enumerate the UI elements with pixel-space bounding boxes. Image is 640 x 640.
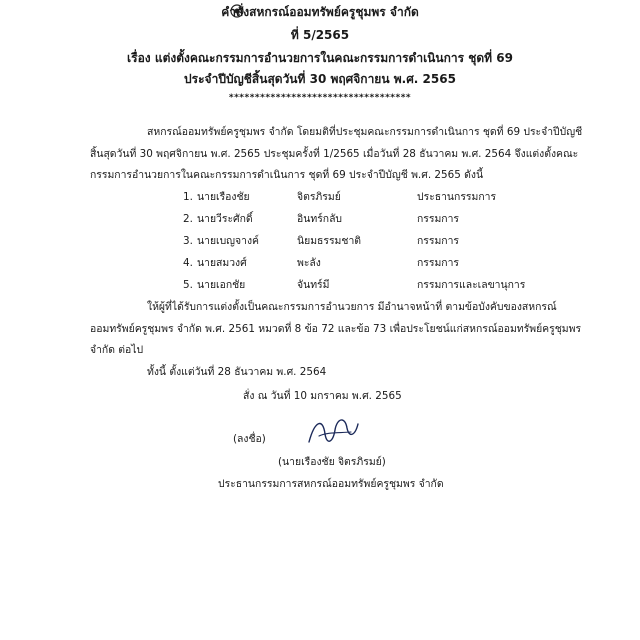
member-number: 5. (183, 279, 193, 291)
member-role: กรรมการและเลขานุการ (417, 279, 526, 291)
header-divider: *********************************** (228, 93, 412, 103)
subject-line-2: ประจำปีบัญชีสิ้นสุดวันที่ 30 พฤศจิกายน พ.ศ. 2565 (184, 72, 456, 86)
member-last-name: จันทร์มี (297, 279, 330, 291)
member-first-name: นายวีระศักดิ์ (197, 213, 253, 225)
signer-name: (นายเรืองชัย จิตรภิรมย์) (278, 456, 386, 468)
subject-line-1: เรื่อง แต่งตั้งคณะกรรมการอำนวยการในคณะกรรมการดำเนินการ ชุดที่ 69 (127, 51, 513, 65)
sign-label: (ลงชื่อ) (233, 433, 266, 445)
member-last-name: อินทร์กลับ (297, 213, 343, 225)
order-number: ที่ 5/2565 (290, 28, 350, 42)
member-last-name: จิตรภิรมย์ (297, 191, 341, 203)
member-role: กรรมการ (417, 213, 460, 225)
member-role: กรรมการ (417, 257, 460, 269)
member-first-name: นายเบญจางค์ (197, 235, 259, 247)
handwritten-signature (305, 412, 361, 450)
intro-line-1: สหกรณ์ออมทรัพย์ครูชุมพร จำกัด โดยมติที่ประชุมคณะกรรมการดำเนินการ ชุดที่ 69 ประจำปีบัญชี (147, 126, 583, 138)
effective-date: ทั้งนี้ ตั้งแต่วันที่ 28 ธันวาคม พ.ศ. 2564 (147, 366, 327, 378)
member-role: กรรมการ (417, 235, 460, 247)
intro-line-2: สิ้นสุดวันที่ 30 พฤศจิกายน พ.ศ. 2565 ประชุมครั้งที่ 1/2565 เมื่อวันที่ 28 ธันวาคม พ.ศ. 2564 จึงแต่งตั้งคณะ (90, 148, 579, 160)
member-first-name: นายสมวงศ์ (197, 257, 247, 269)
member-last-name: นิยมธรรมชาติ (297, 235, 362, 247)
member-last-name: พะลัง (297, 257, 321, 269)
member-role: ประธานกรรมการ (417, 191, 497, 203)
signer-position: ประธานกรรมการสหกรณ์ออมทรัพย์ครูชุมพร จำกัด (218, 478, 444, 490)
member-first-name: นายเรืองชัย (197, 191, 250, 203)
intro-line-3: กรรมการอำนวยการในคณะกรรมการดำเนินการ ชุดที่ 69 ประจำปีบัญชี พ.ศ. 2565 ดังนี้ (90, 169, 484, 181)
member-first-name: นายเอกชัย (197, 279, 246, 291)
authority-line-1: ให้ผู้ที่ได้รับการแต่งตั้งเป็นคณะกรรมการอำนวยการ มีอำนาจหน้าที่ ตามข้อบังคับของสหกรณ์ (147, 301, 557, 313)
member-number: 1. (183, 191, 193, 203)
member-number: 4. (183, 257, 193, 269)
org-title: คำสั่งสหกรณ์ออมทรัพย์ครูชุมพร จำกัด (221, 5, 419, 19)
order-date: สั่ง ณ วันที่ 10 มกราคม พ.ศ. 2565 (243, 390, 402, 402)
member-number: 3. (183, 235, 193, 247)
authority-line-2: ออมทรัพย์ครูชุมพร จำกัด พ.ศ. 2561 หมวดที่ 8 ข้อ 72 และข้อ 73 เพื่อประโยชน์แก่สหกรณ์ออมทรัพย์ครูชุมพร (90, 323, 582, 335)
member-number: 2. (183, 213, 193, 225)
authority-line-3: จำกัด ต่อไป (90, 344, 144, 356)
